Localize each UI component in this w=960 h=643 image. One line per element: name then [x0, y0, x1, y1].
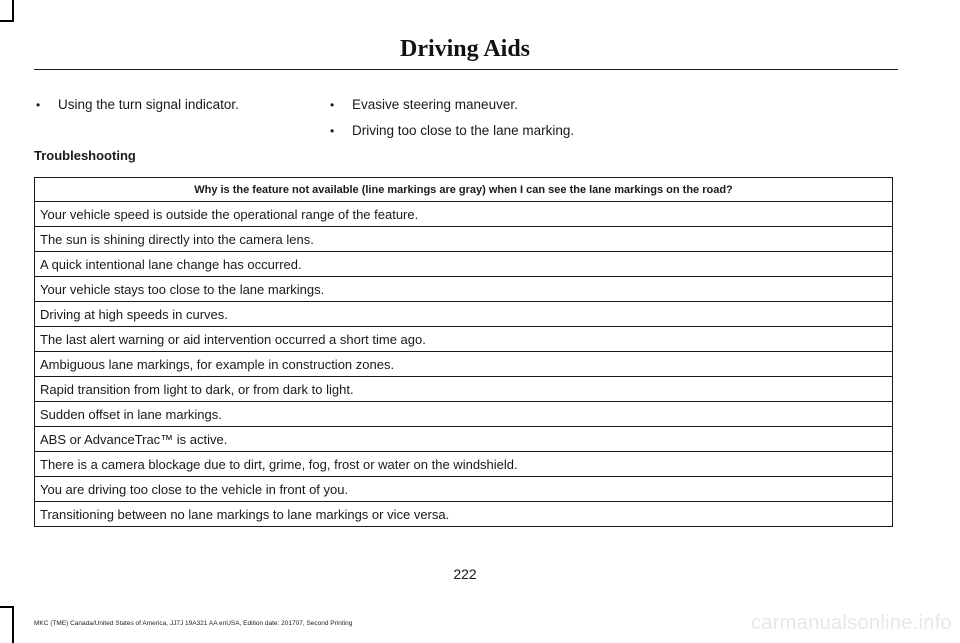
- bullet-glyph: •: [36, 98, 41, 112]
- table-cell: The sun is shining directly into the camera lens.: [35, 227, 893, 252]
- crop-mark-top-left-horizontal: [0, 20, 14, 22]
- table-row: [35, 352, 893, 377]
- page-number: 222: [453, 566, 477, 582]
- list-item: [330, 123, 574, 139]
- table-cell: Your vehicle stays too close to the lane markings.: [35, 277, 893, 302]
- table-cell: A quick intentional lane change has occurred.: [35, 252, 893, 277]
- table-cell: The last alert warning or aid intervention occurred a short time ago.: [35, 327, 893, 352]
- table-cell: Transitioning between no lane markings to lane markings or vice versa.: [35, 502, 893, 527]
- list-item: [330, 97, 574, 113]
- table-row: [35, 452, 893, 477]
- table-row: [35, 327, 893, 352]
- table-row: [35, 227, 893, 252]
- table-row: [35, 302, 893, 327]
- table-header-cell: Why is the feature not available (line markings are gray) when I can see the lane markings on the road?: [35, 178, 893, 202]
- list-item-text: Using the turn signal indicator.: [58, 97, 239, 112]
- table-cell: You are driving too close to the vehicle in front of you.: [35, 477, 893, 502]
- bullet-glyph: •: [330, 124, 335, 138]
- table-row: [35, 502, 893, 527]
- troubleshooting-table: [34, 177, 893, 527]
- table-row: [35, 252, 893, 277]
- table-header-row: [35, 178, 893, 202]
- bullet-list-left: [36, 97, 239, 123]
- list-item-text: Driving too close to the lane marking.: [352, 123, 575, 138]
- header-divider: [34, 69, 898, 70]
- table-row: [35, 477, 893, 502]
- watermark: carmanualsonline.info: [751, 612, 952, 634]
- crop-mark-top-left-vertical: [12, 0, 14, 22]
- table-row: [35, 202, 893, 227]
- table-row: [35, 377, 893, 402]
- crop-mark-bottom-left-vertical: [12, 606, 14, 643]
- section-heading: Troubleshooting: [34, 148, 136, 163]
- table-cell: Your vehicle speed is outside the operational range of the feature.: [35, 202, 893, 227]
- list-item: [36, 97, 239, 113]
- table-cell: Driving at high speeds in curves.: [35, 302, 893, 327]
- table-row: [35, 277, 893, 302]
- bullet-list-right: [330, 97, 574, 149]
- table-cell: Rapid transition from light to dark, or from dark to light.: [35, 377, 893, 402]
- table-cell: There is a camera blockage due to dirt, grime, fog, frost or water on the windshield.: [35, 452, 893, 477]
- table-cell: Sudden offset in lane markings.: [35, 402, 893, 427]
- table-cell: Ambiguous lane markings, for example in construction zones.: [35, 352, 893, 377]
- page-title: Driving Aids: [399, 36, 531, 62]
- table-row: [35, 427, 893, 452]
- list-item-text: Evasive steering maneuver.: [352, 97, 518, 112]
- crop-mark-bottom-left-horizontal: [0, 606, 14, 608]
- footer-edition-info: MKC (TME) Canada/United States of America, JJ7J 19A321 AA enUSA, Edition date: 201707, Second Printing: [34, 620, 353, 627]
- table-cell: ABS or AdvanceTrac™ is active.: [35, 427, 893, 452]
- bullet-glyph: •: [330, 98, 335, 112]
- table-row: [35, 402, 893, 427]
